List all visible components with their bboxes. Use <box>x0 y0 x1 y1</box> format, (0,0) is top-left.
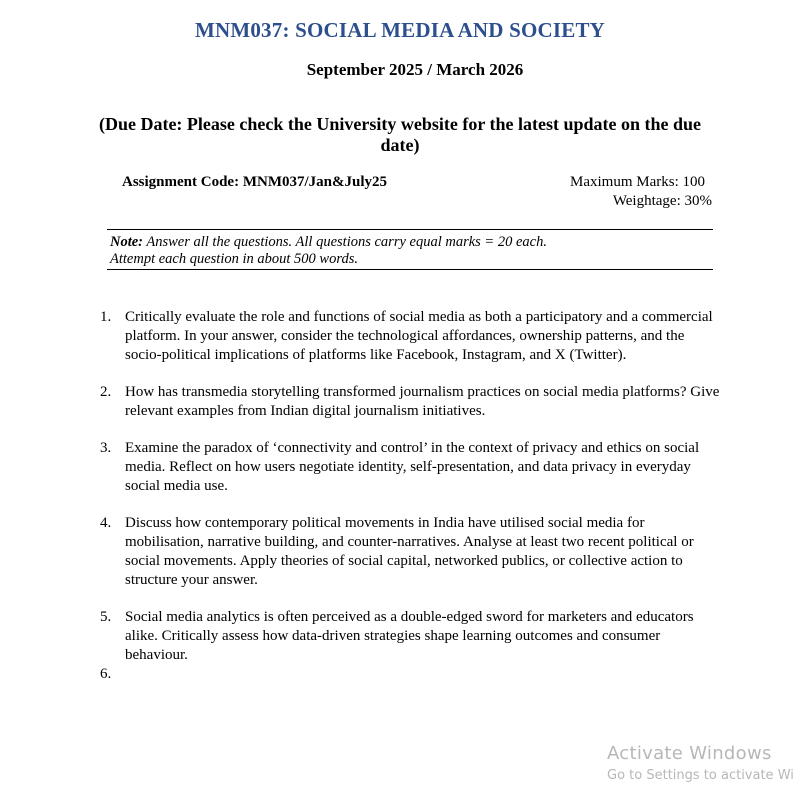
document-title: MNM037: SOCIAL MEDIA AND SOCIETY <box>194 18 606 42</box>
question-text: Critically evaluate the role and functions of social media as both a participatory and a commercial platform. In your answer, consider the technological affordances, ownership patterns, and the socio-political implications of platforms like Facebook, Instagram, and X (Twitter). <box>125 309 713 363</box>
question-text: Examine the paradox of ‘connectivity and control’ in the context of privacy and ethics on social media. Reflect on how users negotiate identity, self-presentation, and data privacy in everyday social media use. <box>125 440 700 494</box>
question-item <box>100 608 720 665</box>
due-date-notice: (Due Date: Please check the University website for the latest update on the due date) <box>98 114 702 155</box>
maximum-marks: Maximum Marks: 100 <box>570 174 705 190</box>
question-item <box>100 439 720 496</box>
weightage: Weightage: 30% <box>612 193 712 209</box>
question-text: Discuss how contemporary political movements in India have utilised social media for mobilisation, narrative building, and counter-narratives. Analyse at least two recent political or social movements. Apply theories of social capital, networked publics, or collective action to structure your answer. <box>125 515 694 588</box>
note-body: Answer all the questions. All questions carry equal marks = 20 each. Attempt each question in about 500 words. <box>110 234 547 267</box>
watermark-subtitle: Go to Settings to activate Wi <box>607 768 794 783</box>
session-label: September 2025 / March 2026 <box>306 60 524 79</box>
note-text <box>110 234 580 268</box>
activate-windows-watermark <box>607 743 794 783</box>
question-text: Social media analytics is often perceived as a double-edged sword for marketers and educators alike. Critically assess how data-driven strategies shape learning outcomes and consumer behaviour. <box>125 609 694 663</box>
question-number: 3. <box>100 440 112 456</box>
note-label: Note: <box>110 234 144 250</box>
question-list <box>100 308 720 684</box>
question-text: How has transmedia storytelling transformed journalism practices on social media platforms? Give relevant examples from Indian digital journalism initiatives. <box>125 384 720 419</box>
watermark-title: Activate Windows <box>607 743 772 764</box>
question-number: 6. <box>100 666 112 682</box>
question-item <box>100 665 720 684</box>
question-item <box>100 308 720 365</box>
assignment-code: Assignment Code: MNM037/Jan&July25 <box>122 174 387 190</box>
question-number: 1. <box>100 309 112 325</box>
question-text <box>125 666 129 682</box>
question-item <box>100 383 720 421</box>
question-number: 5. <box>100 609 112 625</box>
note-box <box>107 229 713 270</box>
question-item <box>100 514 720 590</box>
question-number: 2. <box>100 384 112 400</box>
question-number: 4. <box>100 515 112 531</box>
